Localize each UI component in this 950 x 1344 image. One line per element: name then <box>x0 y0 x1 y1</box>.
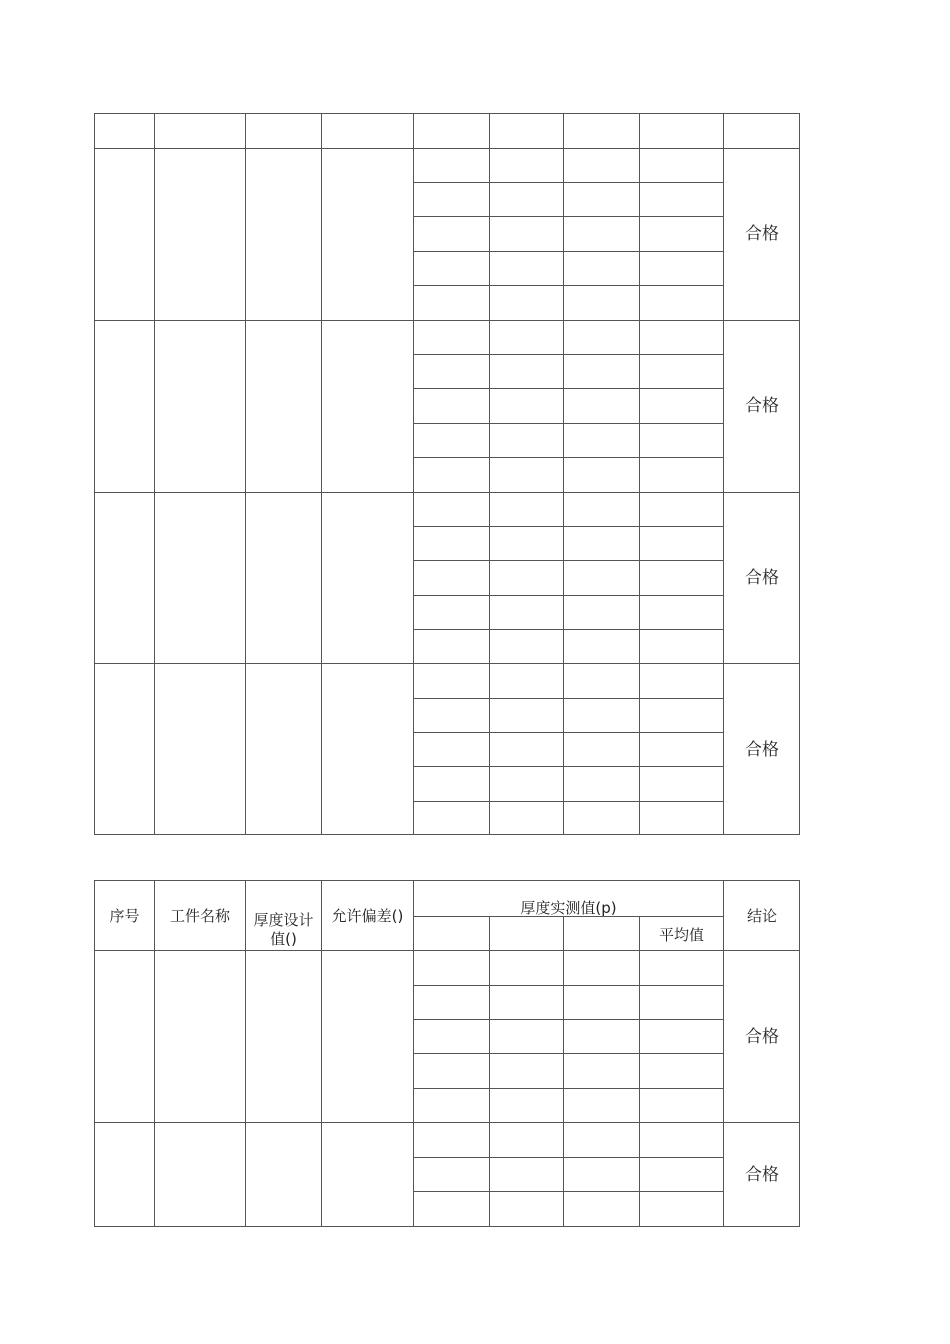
row-divider <box>413 698 723 699</box>
header-seq: 序号 <box>109 907 140 925</box>
result-cell: 合格 <box>745 224 779 244</box>
col-divider <box>321 881 322 1226</box>
row-divider <box>413 526 723 527</box>
thickness-table-top <box>94 113 800 835</box>
col-divider <box>321 114 322 834</box>
result-cell: 合格 <box>745 740 779 760</box>
col-divider <box>154 881 155 1226</box>
header-average: 平均值 <box>658 926 704 944</box>
col-divider <box>563 114 564 834</box>
row-divider <box>413 1191 723 1192</box>
row-divider <box>413 629 723 630</box>
header-tolerance: 允许偏差() <box>331 907 404 925</box>
row-divider <box>413 766 723 767</box>
row-divider <box>95 148 799 149</box>
row-divider <box>95 950 799 951</box>
col-divider <box>563 916 564 1226</box>
row-divider <box>413 732 723 733</box>
result-cell: 合格 <box>745 396 779 416</box>
result-cell: 合格 <box>745 568 779 588</box>
row-divider <box>413 1053 723 1054</box>
col-divider <box>639 916 640 1226</box>
row-divider <box>413 1157 723 1158</box>
col-divider <box>489 916 490 1226</box>
row-divider <box>413 1088 723 1089</box>
col-divider <box>245 114 246 834</box>
row-divider <box>413 388 723 389</box>
row-divider <box>413 423 723 424</box>
row-divider <box>413 801 723 802</box>
row-divider <box>413 560 723 561</box>
group-divider <box>95 663 799 664</box>
row-divider <box>413 285 723 286</box>
row-divider <box>413 216 723 217</box>
result-cell: 合格 <box>745 1027 779 1047</box>
thickness-table-bottom <box>94 880 800 1227</box>
col-divider <box>639 114 640 834</box>
header-measured: 厚度实测值(p) <box>520 899 617 917</box>
group-divider <box>95 320 799 321</box>
col-divider <box>723 114 724 834</box>
result-cell: 合格 <box>745 1165 779 1185</box>
group-divider <box>95 1122 799 1123</box>
row-divider <box>413 1019 723 1020</box>
row-divider <box>413 251 723 252</box>
row-divider <box>413 595 723 596</box>
row-divider <box>413 354 723 355</box>
col-divider <box>489 114 490 834</box>
row-divider <box>413 457 723 458</box>
row-divider <box>413 985 723 986</box>
group-divider <box>95 492 799 493</box>
row-divider <box>413 182 723 183</box>
col-divider <box>154 114 155 834</box>
col-divider <box>413 114 414 834</box>
header-conclusion: 结论 <box>746 907 777 925</box>
header-part-name: 工件名称 <box>169 907 230 925</box>
header-design-thickness-line1: 厚度设计 <box>253 911 314 929</box>
header-design-thickness-line2: 值() <box>270 930 297 948</box>
